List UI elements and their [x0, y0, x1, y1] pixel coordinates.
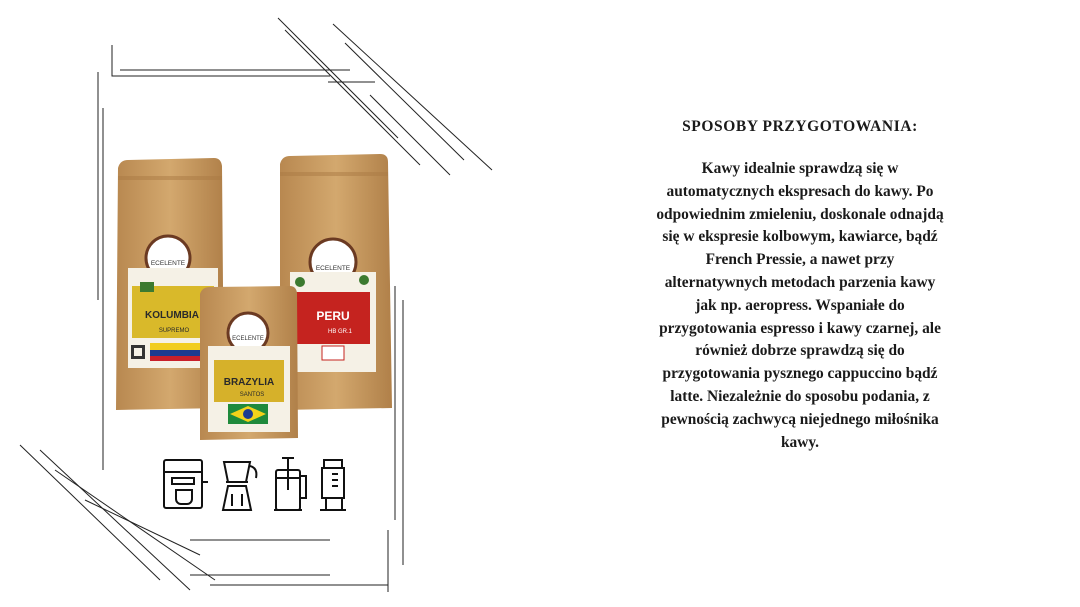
section-heading: SPOSOBY PRZYGOTOWANIA: [682, 118, 918, 135]
french-press-icon [274, 458, 306, 510]
bag-origin-text: KOLUMBIA [145, 310, 199, 321]
bag-origin-text: BRAZYLIA [223, 377, 275, 388]
bag-brand-text: ECELENTE [315, 265, 351, 272]
bag-variety-text: SUPREMO [158, 328, 190, 334]
bag-brand-text: ECELENTE [150, 260, 186, 267]
bag-variety-text: SANTOS [239, 392, 265, 398]
preparation-methods-panel [600, 118, 1000, 454]
aeropress-icon [320, 460, 346, 510]
section-body-text: Kawy idealnie sprawdzą się w automatycznych ekspresach do kawy. Po odpowiednim zmieleniu, doskonale odnajdą się w ekspresie kolbowym, kawiarce, bądź French Pressie, a nawet przy alternatywnych metodach parzenia kawy jak np. aeropress. Wspaniałe do przygotowania espresso i kawy czarnej, ale również dobrze sprawdzą się do przygotowania pysznego cappuccino bądź latte. Niezależnie do sposobu podania, z pewnością zachwycą niejednego miłośnika kawy. [656, 160, 944, 451]
espresso-machine-icon [164, 460, 208, 508]
moka-pot-icon [223, 462, 256, 510]
coffee-bag-brazylia [200, 286, 298, 440]
bag-variety-text: HB GR.1 [327, 329, 353, 335]
bag-origin-text: PERU [316, 309, 350, 323]
bag-brand-text: ECELENTE [232, 336, 264, 342]
